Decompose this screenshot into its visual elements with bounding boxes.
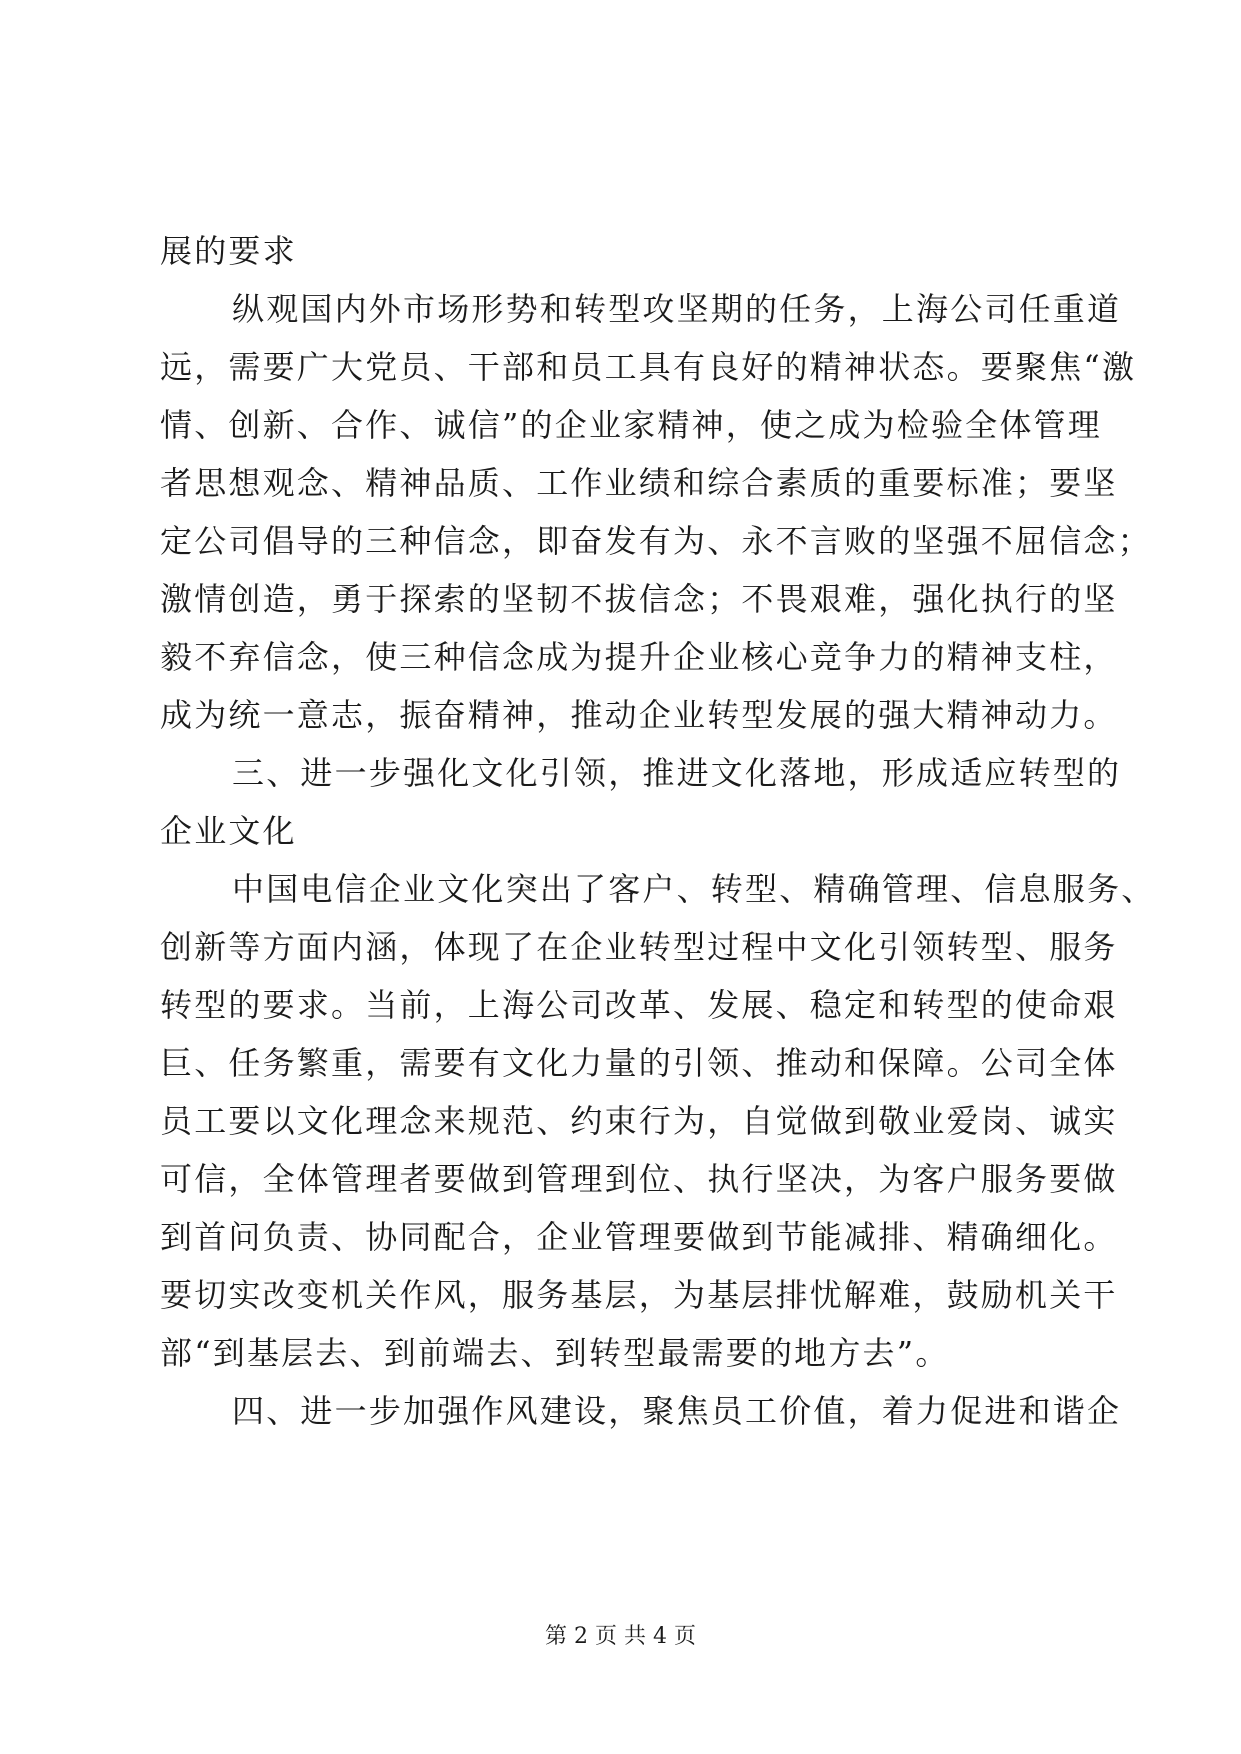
text-line: 展的要求	[160, 232, 297, 270]
section-heading-line: 四、进一步加强作风建设，聚焦员工价值，着力促进和谐企	[232, 1392, 1122, 1430]
text-line: 毅不弃信念，使三种信念成为提升企业核心竞争力的精神支柱，	[160, 638, 1118, 676]
text-line: 成为统一意志，振奋精神，推动企业转型发展的强大精神动力。	[160, 696, 1118, 734]
text-line: 转型的要求。当前，上海公司改革、发展、稳定和转型的使命艰	[160, 986, 1118, 1024]
text-line: 到首问负责、协同配合，企业管理要做到节能减排、精确细化。	[160, 1218, 1118, 1256]
text-line: 要切实改变机关作风，服务基层，为基层排忧解难，鼓励机关干	[160, 1276, 1118, 1314]
page-number-footer: 第 2 页 共 4 页	[545, 1624, 696, 1649]
text-line: 情、创新、合作、诚信”的企业家精神，使之成为检验全体管理	[160, 406, 1102, 444]
text-line: 激情创造，勇于探索的坚韧不拔信念；不畏艰难，强化执行的坚	[160, 580, 1118, 618]
text-line: 远，需要广大党员、干部和员工具有良好的精神状态。要聚焦“激	[160, 348, 1137, 386]
document-body	[160, 222, 1156, 1440]
text-line: 员工要以文化理念来规范、约束行为，自觉做到敬业爱岗、诚实	[160, 1102, 1118, 1140]
section-heading-line: 企业文化	[160, 812, 297, 850]
text-line: 创新等方面内涵，体现了在企业转型过程中文化引领转型、服务	[160, 928, 1118, 966]
section-heading-line: 三、进一步强化文化引领，推进文化落地，形成适应转型的	[232, 754, 1122, 792]
text-line: 部“到基层去、到前端去、到转型最需要的地方去”。	[160, 1334, 950, 1372]
text-line: 可信，全体管理者要做到管理到位、执行坚决，为客户服务要做	[160, 1160, 1118, 1198]
text-line: 定公司倡导的三种信念，即奋发有为、永不言败的坚强不屈信念；	[160, 522, 1152, 560]
paragraph-start-line: 中国电信企业文化突出了客户、转型、精确管理、信息服务、	[232, 870, 1156, 908]
text-line: 巨、任务繁重，需要有文化力量的引领、推动和保障。公司全体	[160, 1044, 1118, 1082]
text-line: 者思想观念、精神品质、工作业绩和综合素质的重要标准；要坚	[160, 464, 1118, 502]
paragraph-start-line: 纵观国内外市场形势和转型攻坚期的任务，上海公司任重道	[232, 290, 1122, 328]
